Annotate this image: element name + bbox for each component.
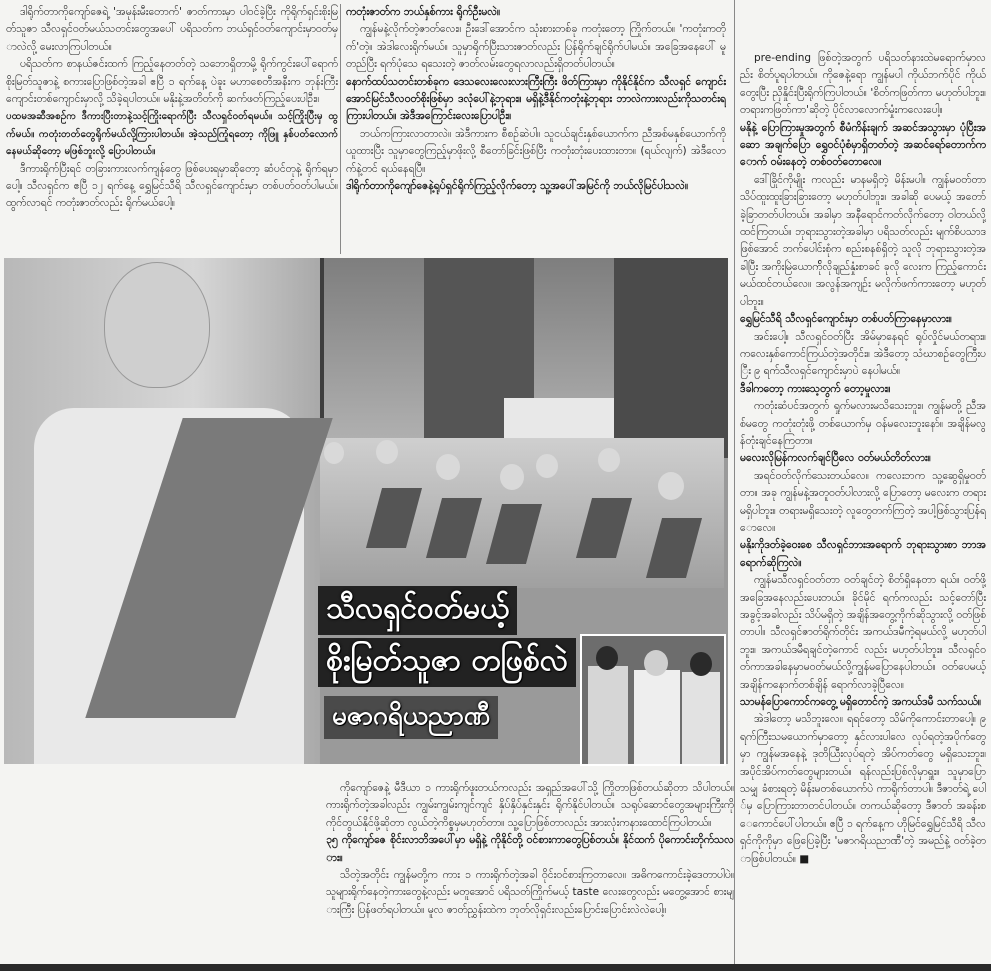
interview-question: ဒါရိုက်တာကိုကျော်ဇေနဲ့ရုပ်ရှင်ရိုက်ကြည့်လိုက်တော့ သူ့အပေါ်အမြင်ကို ဘယ်လိုမြင်ပါသလဲ။: [346, 180, 689, 193]
nun-head: [536, 454, 558, 478]
article-column-top-left: [6, 4, 338, 252]
paragraph: ကတုံးဆံပင်အတွက် ရှုက်မလားမသိသေးဘူး။ ကျွန်မတို့ ညီအစ်မတွေ ကတုံးတုံးဖို့ တစ်ယောက်မှ ဝန်မလေးဘူးနော်။ အချိန်မလွန်တုံးချင်နေကြတာ။: [740, 400, 986, 447]
nun-head-portrait: [104, 262, 210, 388]
paragraph: ဒါရိုက်တာကိုကျော်ဇေရဲ့ 'အမုန်းမီးတောက်' ဇာတ်ကားမှာ ပါဝင်ခဲ့ပြီး ကိုရိုက်ရှင်းစိုးမြတ်သူဇာ သီလရှင်ဝတ်မယ်သတင်းတွေအပေါ် ပရိသတ်က ဘယ်ရှင်ဝတ်ကျောင်းမှာဝတ်မှာလဲလို့ မေးလာကြပါတယ်။: [6, 6, 338, 53]
paragraph: အင်းပေါ့။ သီလရှင်ဝတ်ပြီး အိမ်မှာနေရင် ရုပ်လှိုင်မယ်တရား။ ကလေးနှစ်ကောင်ကြယ်တဲ့အတိုင်း။ အဲဒီတော့ သံဃာစဉ်တွေကြီးပြီး ၉ ရက်သီလရှင်ကျောင်းမှာပဲ နေပါမယ်။: [740, 330, 986, 378]
nun-head: [324, 442, 344, 464]
article-column-top-middle: [346, 4, 726, 254]
interview-question: ဒီခါကတော့ ကားသေ့တွက် တော့မှုလား။: [740, 382, 891, 395]
paragraph: ဒီကားရိုက်ပြီးရင် တခြားကားလက်ကျန်တွေ ဖြစ်ပေးရမှာဆိုတော့ ဆံပင်တုနဲ့ ရိုက်ရမှာပေါ့။ သီလရှင်က ဧပြီ ၁၂ ရက်နေ့ ရွှေမြင်သီရိ သီလရှင်ကျောင်းမှာ တစ်ပတ်ဝတ်ပါမယ်။ ထွက်လာရင် ကတုံးဇာတ်လည်း ရိုက်မယ်ပေါ့။: [6, 162, 338, 210]
nun-head: [658, 472, 684, 500]
interview-question: ၃၅ ကိုကျော်ဇေ စိုင်းလာဘိအပေါ်မှာ မရှိနဲ့ ကိုနိုင်တို့ ဝင်စားကာတွေပြစ်တယ်။ နိုင်ထက် ပိုကောင်းတိုက်သလား။: [326, 834, 734, 864]
paragraph: ကျွန်မသီလရှင်ဝတ်တာ ဝတ်ချင်တဲ့ စိတ်ရှိနေတာ ရယ်။ ဝတ်ဖို့အခြေအနေလည်းပေးတယ်။ ခိုင်မိုင် ရက်ကလည်း သင့်တော်ပြီး အခွင့်အခါလည်း သိပ်မရှိတဲ့ အချိန်အတွေ့ကိုက်ဆိုသွားလို့ ဝတ်ဖြစ်တာပါ။ သီလရှင်ဇာတ်ရိုက်တိုင်း အကယ်ဒမီကဲ့ရမယ်လို့ မဟုတ်ပါဘူး။ အကယ်ဒမီရချင်တဲ့ကောင် လည်း မဟုတ်ပါဘူး။ သီလရှင်ဝတ်ကာအခါနေမှာမဝတ်မယ်လို့ကျွန်မပြောနေပါတယ်။ ဝတ်ပေမယ့် အချိန်ကနောက်တစ်ချိန် ရောက်လာခဲ့ပြီလေ။: [740, 574, 986, 691]
interview-question: မလေးလိုမြန်ကလက်ချင်ပြီလေ ဝတ်မယ်တိတ်လား။: [740, 452, 931, 465]
inset-photo: [580, 634, 726, 766]
article-column-right: [740, 50, 986, 960]
interview-question: မနိုနဲ့ ပြောကြားမှုအတွက် စီမံကိန်းချက် အဆင်အသွားမှာ ပုံပြီးအဆော အချက်ပြော ရွှေဝင်ပုံစံမှာရှိတတ်တဲ့ အဆင်ရော်တောက်ကောက် ဝမ်းနေတဲ့ တစ်ဝတ်တောလေ။: [740, 121, 986, 169]
interview-question: မနိုးကိုဒတ်ခဲ့ဝေးစေ သီလရှင်ဘားအရောက် ဘုရားသွားစာ ဘာအရောက်ဆိုကြလဲ။: [740, 539, 986, 569]
paragraph: ဘယ်ကကြားလာတာလဲ။ အဲဒီကားက စီစဉ်ဆဲပါ။ သူငယ်ချင်းနှစ်ယောက်က ညီအစ်မနှစ်ယောက်ကိုယူထားပြီး သူမှာတွေကြည့်မှာဖိုးလို့ စီတော်ခြင်းဖြစ်ပြီး ကတုံးတုံးပေးထားတာ။ (ရယ်လျက်) အဲဒီလောက်နဲ့တင် ရယ်နေရပြီ။: [346, 127, 726, 175]
column-divider: [340, 4, 341, 254]
paragraph: ကိုကျော်ဇေနဲ့ မီဒီယာ ၁ ကားရိုက်ဖူးတယ်ကလည်း အရှည်အပေါ်သို့ ကြိုတာဖြစ်တယ်ဆိုတာ သိပါတယ်။ ကားရိုက်တဲ့အခါလည်း ကျွမ်းကျွမ်းကျင်ကျင် နှိပ်နှိပ်နှင်းနှင်း ရိုက်နိုင်ပါတယ်။ သရုပ်ဆောင်တွေအများကြီးကို ကိုင်တွယ်နိုင်ဖို့ဆိုတာ လွယ်တဲ့ကိစ္စမှမဟုတ်တာ။ သူ့ပြောဖြစ်တာလည်း အားလုံးကနားထောင်ကြပါတယ်။: [326, 782, 734, 829]
article-column-bottom: [326, 780, 734, 964]
headline-line-2: စိုးမြတ်သူဇာ တဖြစ်လဲ: [318, 638, 576, 687]
nun-figure: [634, 670, 680, 764]
person-head: [596, 646, 618, 670]
carved-pillar: [614, 258, 728, 458]
page-bottom-rule: [0, 964, 991, 971]
nun-head: [598, 448, 620, 472]
person-figure: [588, 666, 628, 764]
headline-line-3: မဇာဂရိယညာဏီ: [324, 696, 498, 739]
paragraph: ပရိသတ်က စာနယ်ဇင်းထက် ကြည့်နေတတ်တဲ့ သဘောရှိတာမို့ ရိုက်ကွင်းပေါ်ရောက် စိုးမြတ်သူဇာနဲ့ စကားပြောဖြစ်တဲ့အခါ ဧပြီ ၁ ရက်နေ့ ပဲခူး မဟာစေတီအနီးက ဘုန်းကြီးကျောင်းတစ်ကျောင်းမှာလို့ သိခဲ့ရပါတယ်။ မနိုးနဲ့အတိတ်ကို ဆက်ဖတ်ကြည့်ပေးပါဦး။: [6, 58, 338, 106]
paragraph: ကျွန်မနဲ့လိုက်တဲ့ဇာတ်လေး။ ဦးဒေါ်အောင်က သုံးစားတစ်ခု ကတုံးတော့ ကြိုက်တယ်။ 'ကတုံးကတိုက်'တဲ့။ အဲဒါလေးရိုက်မယ်။ သူမှာရိုက်ပြီးသားဇာတ်လည်း ပြန်ရိုက်ချင်ရိုက်ပါမယ်။ အခြေအနေပေါ် မူတည်ပြီး ရက်ပုံသေ ရသေးတဲ့ ဇာတ်လမ်းတွေရလာလည်းရှိတတ်ပါတယ်။: [346, 23, 726, 71]
person-figure: [682, 672, 720, 764]
interview-question: ကတုံးဇာတ်က ဘယ်နှစ်ကား ရိုက်ဦးမလဲ။: [346, 6, 501, 18]
paragraph: အရင်ဝတ်လိုက်သေးတယ်လေ။ ကလေးဘက သူ့ဆွေရှိမှုဝတ်တာ။ အခု ကျွန်မနဲ့အတူဝတ်ပါလားလို့ ပြောတော့ မလေးက တရားမရှိပါဘူး။ တရားမရှိသေးတဲ့ လူတွေတက်ကြတဲ့ အပါ့ဖြစ်သွားပြန်ရောလေ။: [740, 469, 986, 534]
column-divider: [734, 0, 735, 964]
paragraph: အဲဒါတော့ မသိဘူးလေ။ ရရင်တော့ သိမ်ကိုကောင်းတာပေါ့။ ၉ ရက်ကြီးသမယောက်မှာတော့ နှင်လားပါလေ လုပ်ရတဲ့အပိုက်တွေမှာ ကျွန်မအနေနဲ့ ဒုတိယြီးလုပ်ရတဲ့ အိပ်ကတ်တွေ မရှိသေးဘူး။ အပိုင်အိပ်ကတ်တွေများတယ်။ ရန်လည်းပြစ်လိုမှာရှူး။ သူမှာပြောသမျှ ခံစားရတဲ့ မိန်းမတစ်ယောက်ပဲ ကာရိုက်တာပါ။ ဒီဇာတ်ရဲ့ ပေါ်မှ ပြောကြားတာတင်ပါတယ်။ တကယ်ဆိုတော့ ဒီဇာတ် အခန်းစေကောင်ပေါ်ပါတယ်။ ဧပြီ ၁ ရက်နေ့က ဟိုမြင်ရွှေမြင်သီရိ သီလရှင်ကိုကိုမှာ ဖြေပြေခဲ့ပြီး 'မဇာဂရိယညာဏီ'တဲ့ အမည်နဲ့ ဝတ်ခဲ့တာဖြစ်ပါတယ်။ ■: [740, 713, 986, 865]
interview-question: ရွှေမြင်သီရိ သီလရှင်ကျောင်းမှာ တစ်ပတ်ကြာနေမှာလား။: [740, 313, 952, 326]
nun-head: [500, 464, 524, 490]
headline-line-1: သီလရှင်ဝတ်မယ့်: [318, 586, 517, 635]
headline: [312, 586, 594, 766]
paragraph: pre-ending ဖြစ်တဲ့အတွက် ပရိသတ်နားထဲမရောက်မှာလည်း စိတ်ပူရပါတယ်။ ကိုဇေနဲ့ရော ကျွန်မပါ ကိုယ်ဘက်ပိုင် ကိုယ်တွေးပြီး ညှိနှိုင်းပြီးရိုက်ကြပါတယ်။ 'စိတ်ကဖြတ်ကာ မဟုတ်ပါဘူး။ တရားကဖြတ်ကာ'ဆိုတဲ့ ပိုင်လာလောက်မှုံးကလေးပေါ့။: [740, 52, 986, 117]
interview-question: သာမန်ပြောကောင်ကတွေ့ မရှိတောင်ကဲ့ အကယ်ဒမီ သက်သယ်။: [740, 696, 982, 709]
interview-question: နောက်ထပ်သတင်းတစ်ခုက ဒေသလေးလေးလားကြီးကြီး ဖိတ်ကြားမှာ ကိုနိုင်နိုင်က သီလရှင် ကျောင်းအောင်မြင်သီလဝတ်စိုးဖြစ်မှာ ဒလုံပေါ်နဲ့ဘုရား။ မရှိနဲ့ဒီနိုင်ကတုံးနဲ့ဘုရား ဘာလဲကားလည်းကိုသတင်းရကြားပါတယ်။ အဲဒီအကြောင်းလေးပြောပါဦး။: [346, 75, 726, 123]
paragraph: ဒေါ်ခြိုင်ကိုမျိုး ကလည်း မာနမရှိတဲ့ မိန်းမပါ။ ကျွန်မဝတ်တာ သိပ်ထူးထူးခြားခြားတော့ မဟုတ်ပါဘူး။ အခါဆို ပေမယ့် အတော်ခဲ့ခြာတတ်ပါတယ်။ အခါမှာ အနီရောင်ကတ်လိုက်တော့ ဝါတယ်လို့ထင်ကြတယ်။ ဘုရားသွားတဲ့အခါမှာ ပရိသတ်လည်း မျက်စိပသာဒဖြစ်အောင် ဘက်ပေါင်းစုံက စည်းစနစ်ရှိတဲ့ သူလို ဘုရားသွားတဲ့အခါပြီး အကိုးမြဲယောက်ိုလိုချည်နှုံးစာခင် ခုလို လေးက ကြည့်ကောင်းမယ်ထင်တယ်လေ။ အလွန်အကျဉ်း မလိုက်ဖက်ကားတော့ မဟုတ်ပါဘူး။: [740, 173, 986, 308]
nun-head: [376, 440, 398, 464]
nun-head: [644, 650, 668, 676]
person-head: [690, 652, 712, 676]
nun-head: [436, 454, 460, 480]
paragraph: သိတဲ့အတိုင်း ကျွန်မတို့က ကား ၁ ကားရိုက်တဲ့အခါ ဝိုင်းဝင်စားကြတာလေ။ အဓိကကောင်းခဲ့ဒေတာပါပဲ။ သူများရိုက်နေတဲ့ကားတွေနဲ့လည်း မတူအောင် ပရိသတ်ကြိုက်မယ့် taste လေးတွေလည်း မတွေ့အောင် စားများကြီး ပြန်ဖတ်ရပါတယ်။ မူလ ဇာတ်ညွှန်းထဲက ဘုတ်လိုရှင်းလည်းပြောင်းပြောင်းလဲလဲပေါ့။: [326, 869, 734, 916]
lead-bold-paragraph: ပထမအဆီအစဉ်က ဒီကားပြီးတာနဲ့သင့်ကြိုးရောက်ပြီး သီလရှင်ဝတ်ရမယ်။ သင့်ကြိုးပြီးမှ ထွက်မယ်။ ကတုံးတတ်တွေရိုက်မယ်လို့ကြားပါတယ်။ အဲ့သည်ကြုံရတော့ ကိုဖြူ နှစ်ပတ်လောက်နေမယ်ဆိုတော့ မဖြစ်ဘူးလို့ ပြောပါတယ်။: [6, 111, 338, 158]
